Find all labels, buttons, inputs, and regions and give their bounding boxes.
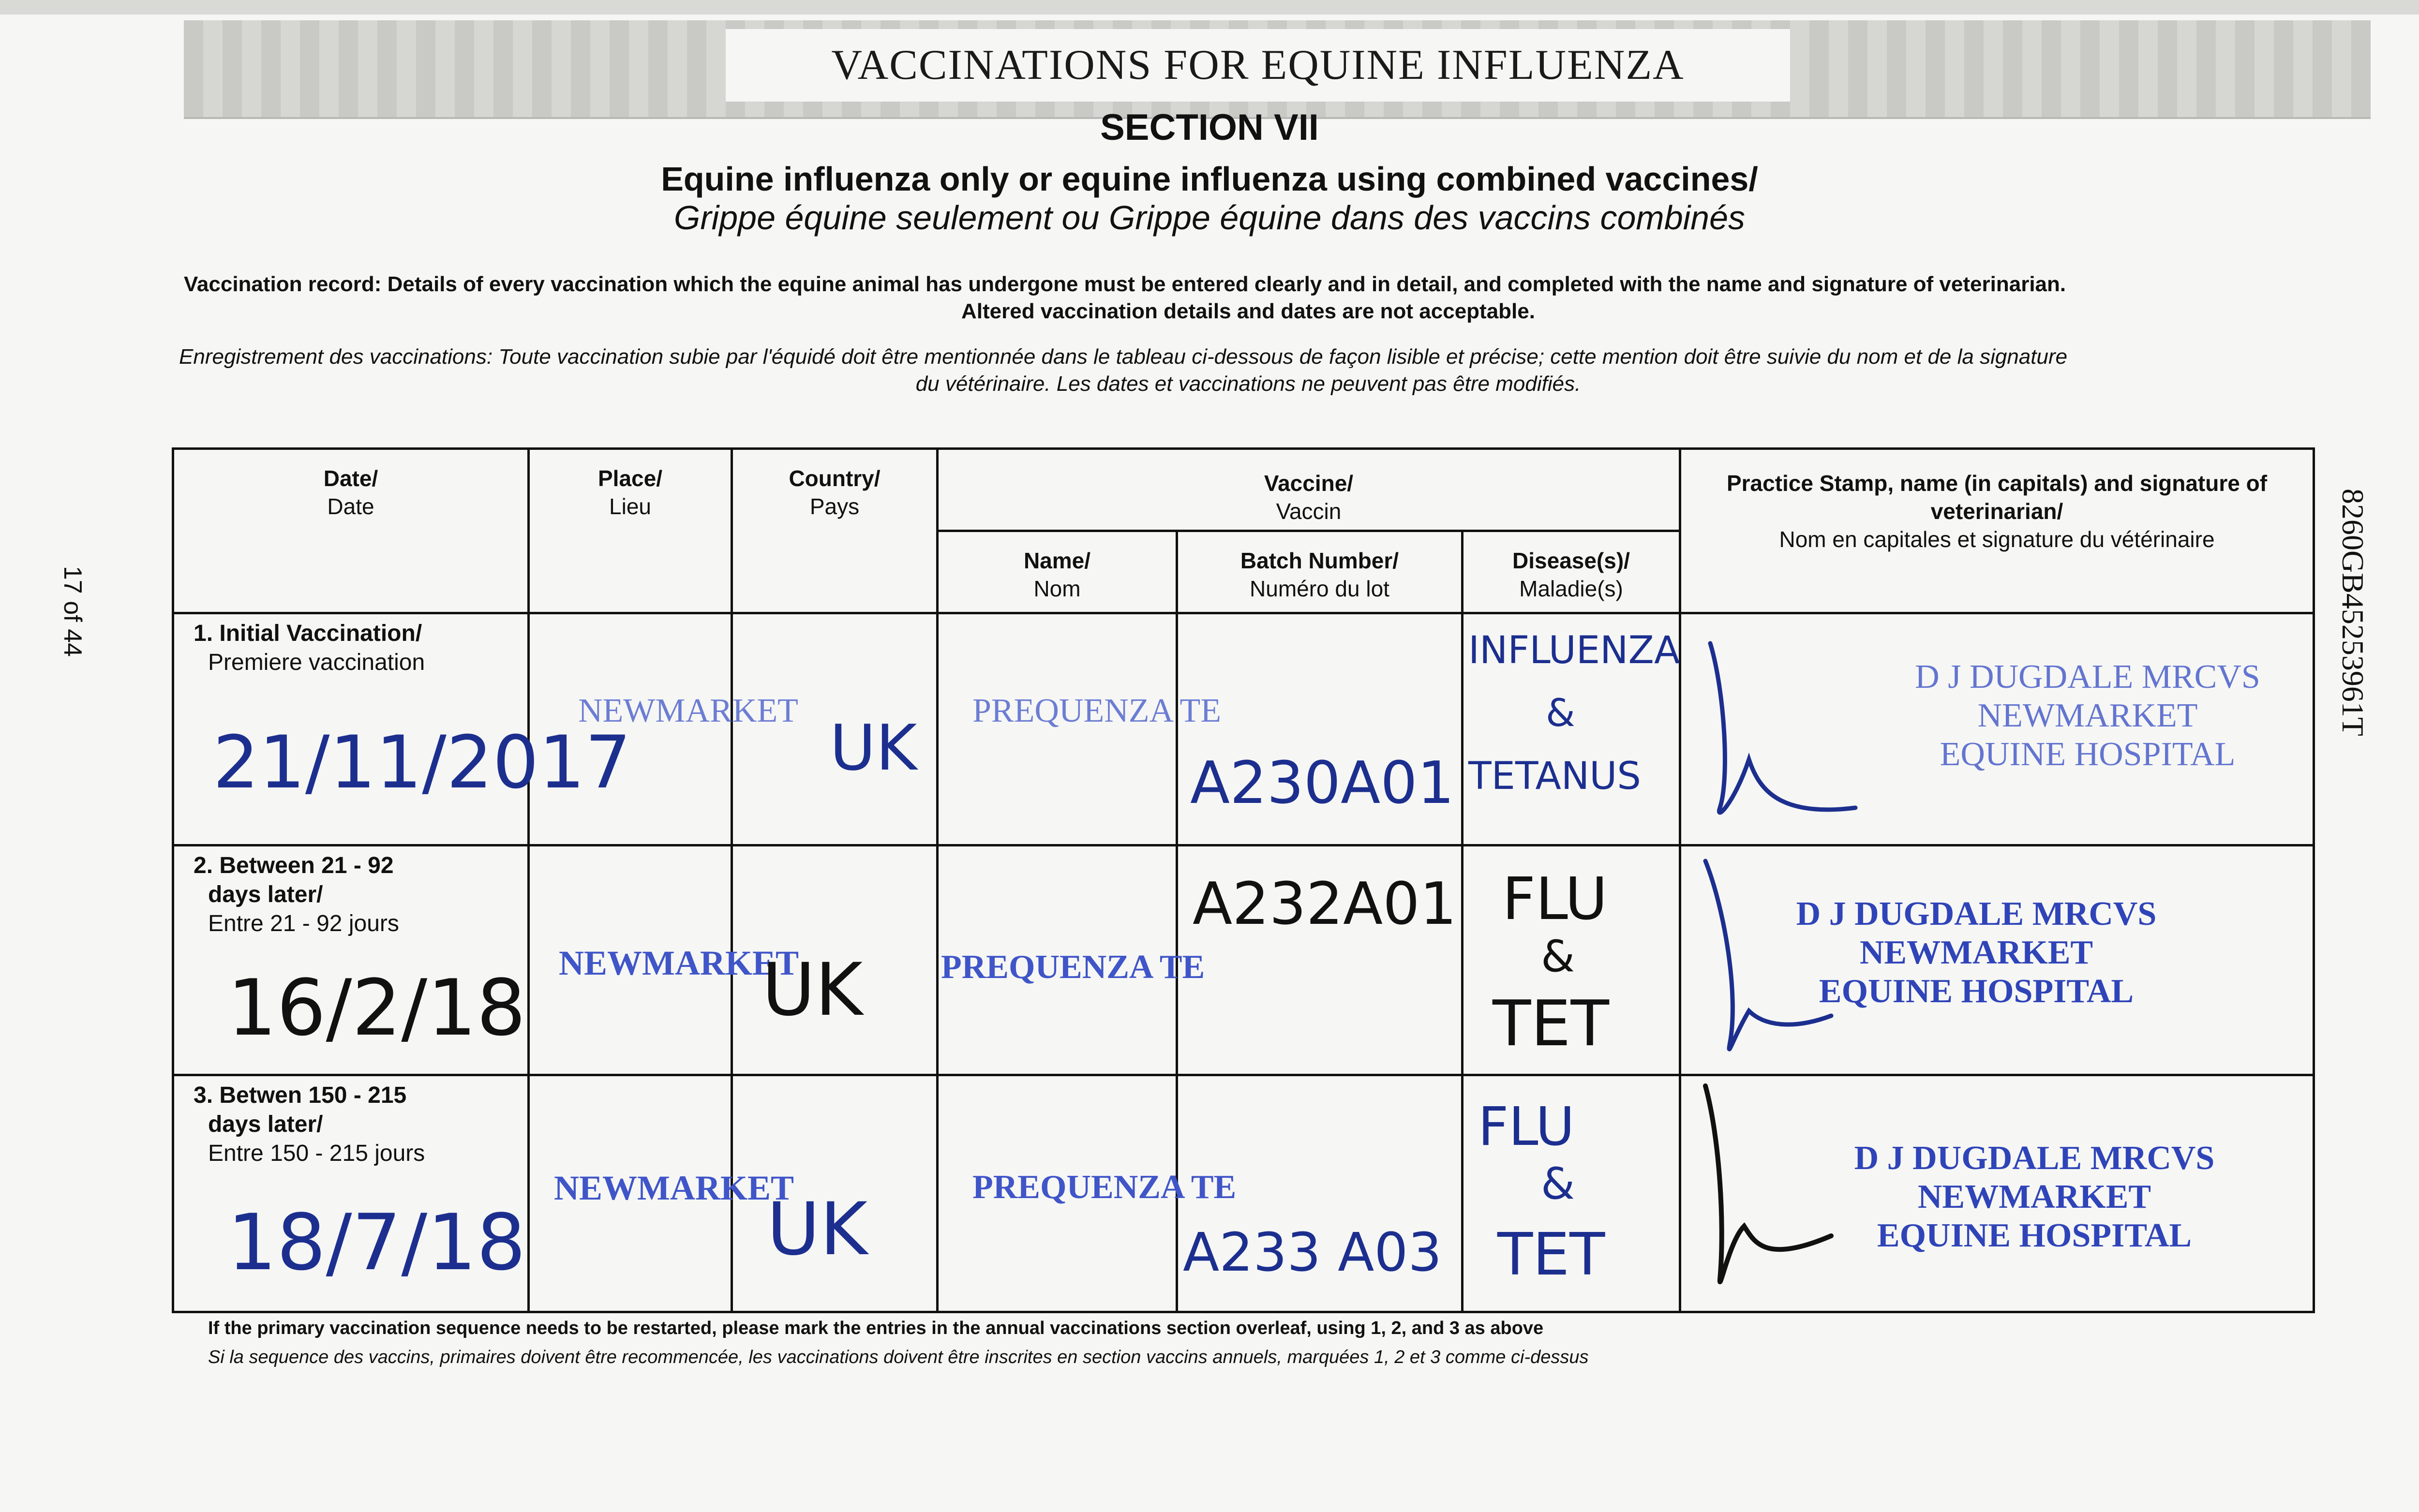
row-3-disease-line-2: &: [1541, 1158, 1575, 1209]
row-3-country-value: UK: [767, 1187, 868, 1272]
header-country: Country/ Pays: [732, 449, 938, 613]
row-3-disease-line-1: FLU: [1478, 1096, 1575, 1157]
header-diseases: Disease(s)/ Maladie(s): [1463, 531, 1680, 613]
row-3-vet-stamp: [1836, 1139, 2233, 1255]
table-row: [173, 1075, 2314, 1312]
footer-note-english: If the primary vaccination sequence needs to be restarted, please mark the entries in the annual vaccinations section overleaf, using 1, 2, and 3 as above: [208, 1318, 1544, 1338]
page-edge-shadow: [0, 0, 2419, 15]
row-2-batch-cell: [1177, 845, 1463, 1075]
row-2-stamp-line-2: NEWMARKET: [1859, 934, 2093, 971]
record-instruction-fr-line-1: Enregistrement des vaccinations: Toute vaccination subie par l'équidé doit être mentionnée dans le tableau ci-dessous de façon lisible et précise; cette mention doit être suivie du nom et de la signature: [179, 345, 2068, 369]
row-2-disease-line-3: TET: [1493, 987, 1609, 1060]
row-3-label: 3. Betwen 150 - 215 days later/ Entre 150 - 215 jours: [194, 1082, 425, 1166]
row-3-date-cell: [173, 1075, 529, 1312]
row-1-country-value: UK: [830, 711, 917, 785]
record-instructions-english: [184, 271, 2313, 325]
row-2-date-cell: [173, 845, 529, 1075]
row-1-batch-cell: [1177, 613, 1463, 845]
row-1-date-value: 21/11/2017: [213, 721, 631, 805]
record-instruction-line-1: Vaccination record: Details of every vaccination which the equine animal has undergone must be entered clearly and in detail, and completed with the name and signature of veterinarian.: [184, 272, 2066, 296]
row-1-label: 1. Initial Vaccination/ Premiere vaccination: [194, 621, 425, 675]
page-number: 17 of 44: [59, 566, 87, 657]
row-2-place-value: NEWMARKET: [559, 944, 799, 982]
table-row: [173, 845, 2314, 1075]
row-3-disease-cell: [1463, 1075, 1680, 1312]
row-1-disease-line-2: &: [1546, 692, 1575, 735]
row-1-disease-cell: [1463, 613, 1680, 845]
row-3-place-value: NEWMARKET: [554, 1169, 794, 1207]
row-1-stamp-cell: [1680, 613, 2314, 845]
row-3-vaccine-value: PREQUENZA TE: [972, 1169, 1237, 1206]
document-id: 8260GB45253961T: [2336, 489, 2370, 736]
record-instruction-line-2: Altered vaccination details and dates are not acceptable.: [961, 299, 1535, 323]
row-1-vet-stamp: [1889, 658, 2286, 774]
row-1-signature-icon: [1691, 634, 1875, 837]
row-1-place-value: NEWMARKET: [578, 692, 798, 729]
row-2-vaccine-cell: [938, 845, 1205, 1075]
row-3-stamp-line-3: EQUINE HOSPITAL: [1877, 1217, 2192, 1254]
subtitle-english: Equine influenza only or equine influenza using combined vaccines/: [661, 160, 1758, 198]
row-1-disease-line-3: TETANUS: [1468, 755, 1641, 798]
record-instruction-fr-line-2: du vétérinaire. Les dates et vaccinations ne peuvent pas être modifiés.: [915, 372, 1581, 396]
row-2-label: 2. Between 21 - 92 days later/ Entre 21 - 92 jours: [194, 853, 399, 936]
row-3-stamp-cell: [1680, 1075, 2314, 1312]
row-1-stamp-line-3: EQUINE HOSPITAL: [1940, 736, 2236, 773]
footer-note-french: Si la sequence des vaccins, primaires doivent être recommencée, les vaccinations doivent être inscrites en section vaccins annuels, marquées 1, 2 et 3 comme ci-dessus: [208, 1347, 1589, 1367]
row-2-stamp-line-3: EQUINE HOSPITAL: [1819, 973, 2134, 1010]
header-batch-number: Batch Number/ Numéro du lot: [1177, 531, 1463, 613]
row-3-batch-cell: [1177, 1075, 1463, 1312]
subtitle-french: Grippe équine seulement ou Grippe équine dans des vaccins combinés: [673, 199, 1746, 237]
row-2-country-value: UK: [762, 948, 863, 1032]
header-vaccine: Vaccine/ Vaccin: [938, 449, 1680, 531]
header-date: Date/ Date: [173, 449, 529, 613]
row-2-vet-stamp: [1778, 895, 2175, 1011]
row-3-stamp-line-2: NEWMARKET: [1917, 1178, 2151, 1216]
row-3-disease-line-3: TET: [1497, 1221, 1605, 1289]
row-1-stamp-line-2: NEWMARKET: [1977, 697, 2198, 734]
row-2-disease-line-2: &: [1541, 931, 1575, 982]
banner-title: VACCINATIONS FOR EQUINE INFLUENZA: [726, 29, 1790, 102]
row-1-stamp-line-1: D J DUGDALE MRCVS: [1915, 658, 2260, 696]
row-2-stamp-line-1: D J DUGDALE MRCVS: [1796, 895, 2157, 933]
row-1-vaccine-cell: [938, 613, 1221, 845]
row-3-stamp-line-1: D J DUGDALE MRCVS: [1854, 1140, 2215, 1177]
row-1-batch-value: A230A01: [1190, 750, 1454, 817]
row-3-vaccine-cell: [938, 1075, 1237, 1312]
row-1-vaccine-value: PREQUENZA TE: [972, 692, 1221, 729]
row-3-date-value: 18/7/18: [227, 1197, 526, 1288]
row-2-country-cell: [732, 845, 938, 1075]
row-2-disease-line-1: FLU: [1502, 866, 1608, 933]
row-3-place-cell: [529, 1075, 794, 1312]
header-place: Place/ Lieu: [529, 449, 732, 613]
vaccination-table: [172, 447, 2315, 1313]
row-1-country-cell: [732, 613, 938, 845]
row-2-stamp-cell: [1680, 845, 2314, 1075]
row-2-disease-cell: [1463, 845, 1680, 1075]
header-practice-stamp: Practice Stamp, name (in capitals) and signature of veterinarian/ Nom en capitales et signature du vétérinaire: [1680, 449, 2314, 613]
table-row: [173, 613, 2314, 845]
row-2-vaccine-value: PREQUENZA TE: [941, 949, 1205, 986]
row-2-date-value: 16/2/18: [227, 963, 526, 1053]
row-1-disease-line-1: INFLUENZA: [1468, 629, 1680, 672]
row-1-date-cell: [173, 613, 631, 845]
row-3-batch-value: A233 A03: [1183, 1221, 1442, 1283]
record-instructions-french: [179, 329, 2317, 398]
row-3-country-cell: [732, 1075, 938, 1312]
row-2-batch-value: A232A01: [1193, 871, 1457, 938]
row-1-place-cell: [529, 613, 798, 845]
header-vaccine-name: Name/ Nom: [938, 531, 1177, 613]
row-2-place-cell: [529, 845, 799, 1075]
section-title: SECTION VII: [1100, 107, 1319, 148]
